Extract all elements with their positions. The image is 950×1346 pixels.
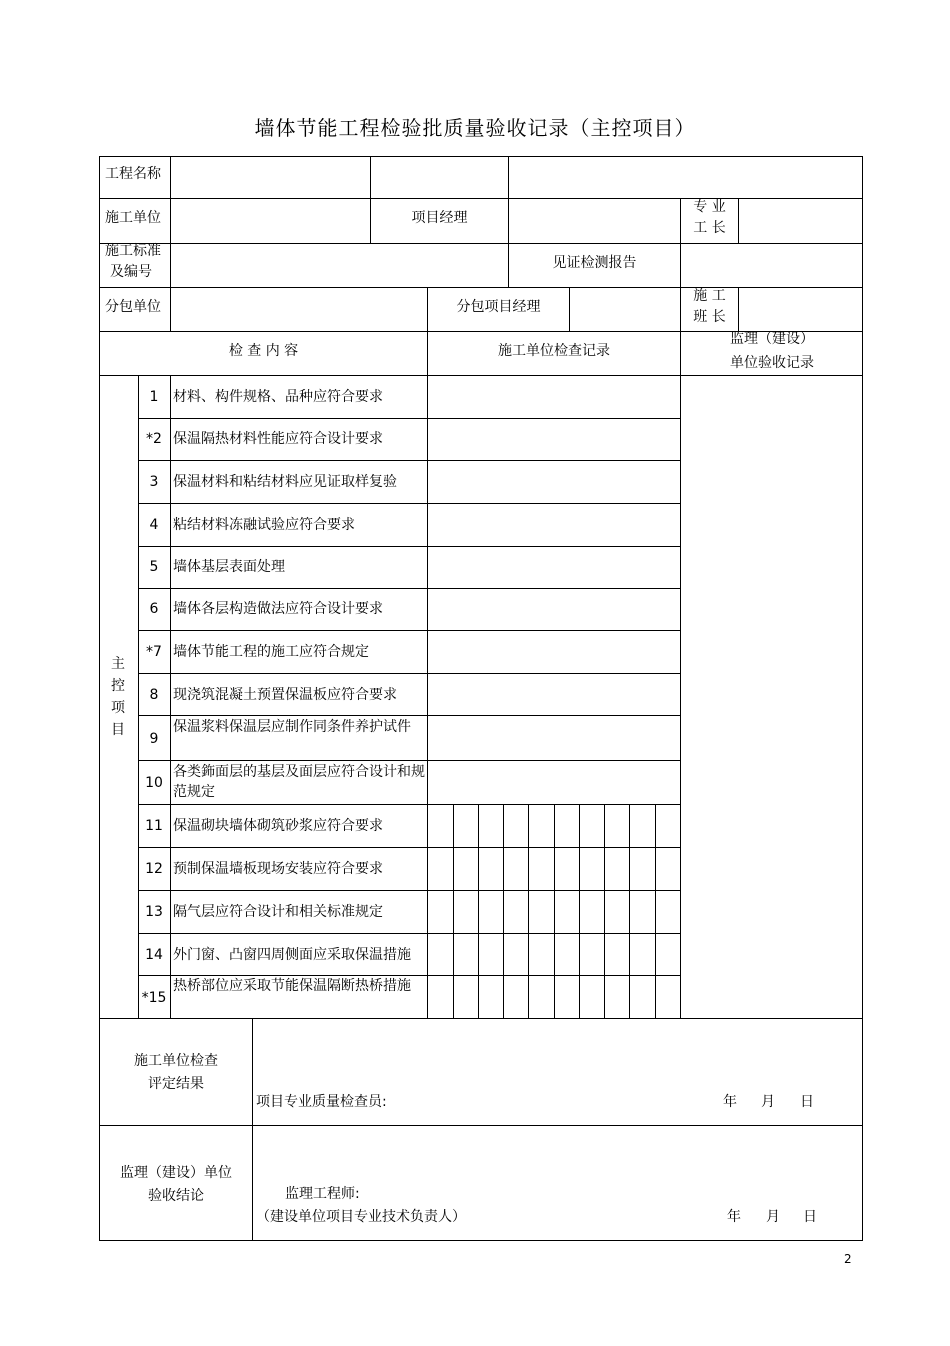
item-text: 现浇筑混凝土预置保温板应符合要求 — [173, 687, 397, 703]
date-day: 日 — [800, 1094, 814, 1110]
standard-label-1: 施工标准 — [105, 243, 161, 259]
item-text: 粘结材料冻融试验应符合要求 — [173, 517, 355, 533]
item-text: 材料、构件规格、品种应符合要求 — [173, 389, 383, 405]
item-number: 3 — [149, 474, 159, 490]
item-number: 8 — [149, 687, 159, 703]
item-text: 保温浆料保温层应制作同条件养护试件 — [173, 719, 411, 735]
item-text: 墙体各层构造做法应符合设计要求 — [173, 601, 383, 617]
item-number: 4 — [149, 517, 159, 533]
item-number: 9 — [149, 731, 159, 747]
page-number: 2 — [844, 1252, 852, 1266]
item-number: 12 — [145, 861, 163, 877]
item-text: 墙体基层表面处理 — [173, 559, 285, 575]
construction-conclusion-label-2: 评定结果 — [148, 1076, 204, 1092]
item-text: 保温砌块墙体砌筑砂浆应符合要求 — [173, 818, 383, 834]
item-text: 预制保温墙板现场安装应符合要求 — [173, 861, 383, 877]
date-year: 年 — [727, 1209, 741, 1225]
column-supervision-record-header-1: 监理（建设） — [730, 331, 814, 347]
team-leader-label-1: 施 工 — [693, 288, 726, 304]
sub-pm-label: 分包项目经理 — [456, 299, 541, 315]
column-construction-record-header: 施工单位检查记录 — [498, 343, 610, 359]
date-month: 月 — [766, 1209, 780, 1225]
team-leader-label-2: 班 长 — [693, 309, 726, 325]
item-text: 热桥部位应采取节能保温隔断热桥措施 — [173, 978, 411, 994]
item-number: *15 — [141, 990, 167, 1006]
owner-representative-label: （建设单位项目专业技术负责人） — [256, 1209, 466, 1225]
standard-label-2: 及编号 — [110, 264, 152, 280]
main-control-label-1: 主 — [111, 656, 125, 672]
item-number: 14 — [145, 947, 163, 963]
item-text: 隔气层应符合设计和相关标准规定 — [173, 904, 383, 920]
item-number: *7 — [146, 644, 162, 660]
supervision-engineer-label: 监理工程师: — [285, 1186, 360, 1202]
item-number: *2 — [146, 431, 162, 447]
item-text: 各类鉓面层的基层及面层应符合设计和规范规定 — [173, 764, 425, 800]
item-text: 保温隔热材料性能应符合设计要求 — [173, 431, 383, 447]
date-year: 年 — [723, 1094, 737, 1110]
item-number: 10 — [145, 775, 163, 791]
project-name-label: 工程名称 — [105, 166, 161, 182]
date-day: 日 — [803, 1209, 817, 1225]
subcontractor-label: 分包单位 — [105, 299, 161, 315]
item-text: 保温材料和粘结材料应见证取样复验 — [173, 474, 397, 490]
item-number: 13 — [145, 904, 163, 920]
supervision-conclusion-label-1: 监理（建设）单位 — [120, 1165, 232, 1181]
main-control-label-3: 项 — [111, 700, 125, 716]
column-content-header: 检 查 内 容 — [228, 343, 299, 359]
item-text: 墙体节能工程的施工应符合规定 — [173, 644, 369, 660]
construction-conclusion-label-1: 施工单位检查 — [134, 1053, 218, 1069]
item-number: 11 — [145, 818, 163, 834]
main-control-label-4: 目 — [111, 722, 125, 738]
column-supervision-record-header-2: 单位验收记录 — [730, 355, 814, 371]
main-control-label-2: 控 — [111, 678, 125, 694]
project-manager-label: 项目经理 — [411, 210, 468, 226]
item-number: 6 — [149, 601, 159, 617]
witness-report-label: 见证检测报告 — [552, 255, 637, 271]
quality-inspector-label: 项目专业质量检查员: — [256, 1094, 387, 1110]
item-number: 1 — [149, 389, 159, 405]
supervision-conclusion-label-2: 验收结论 — [148, 1188, 204, 1204]
item-number: 5 — [149, 559, 159, 575]
specialty-foreman-label-2: 工 长 — [693, 220, 726, 236]
construction-unit-label: 施工单位 — [105, 210, 161, 226]
page-title: 墙体节能工程检验批质量验收记录（主控项目） — [254, 116, 696, 140]
date-month: 月 — [761, 1094, 775, 1110]
item-text: 外门窗、凸窗四周侧面应采取保温措施 — [173, 947, 411, 963]
specialty-foreman-label-1: 专 业 — [693, 199, 726, 215]
